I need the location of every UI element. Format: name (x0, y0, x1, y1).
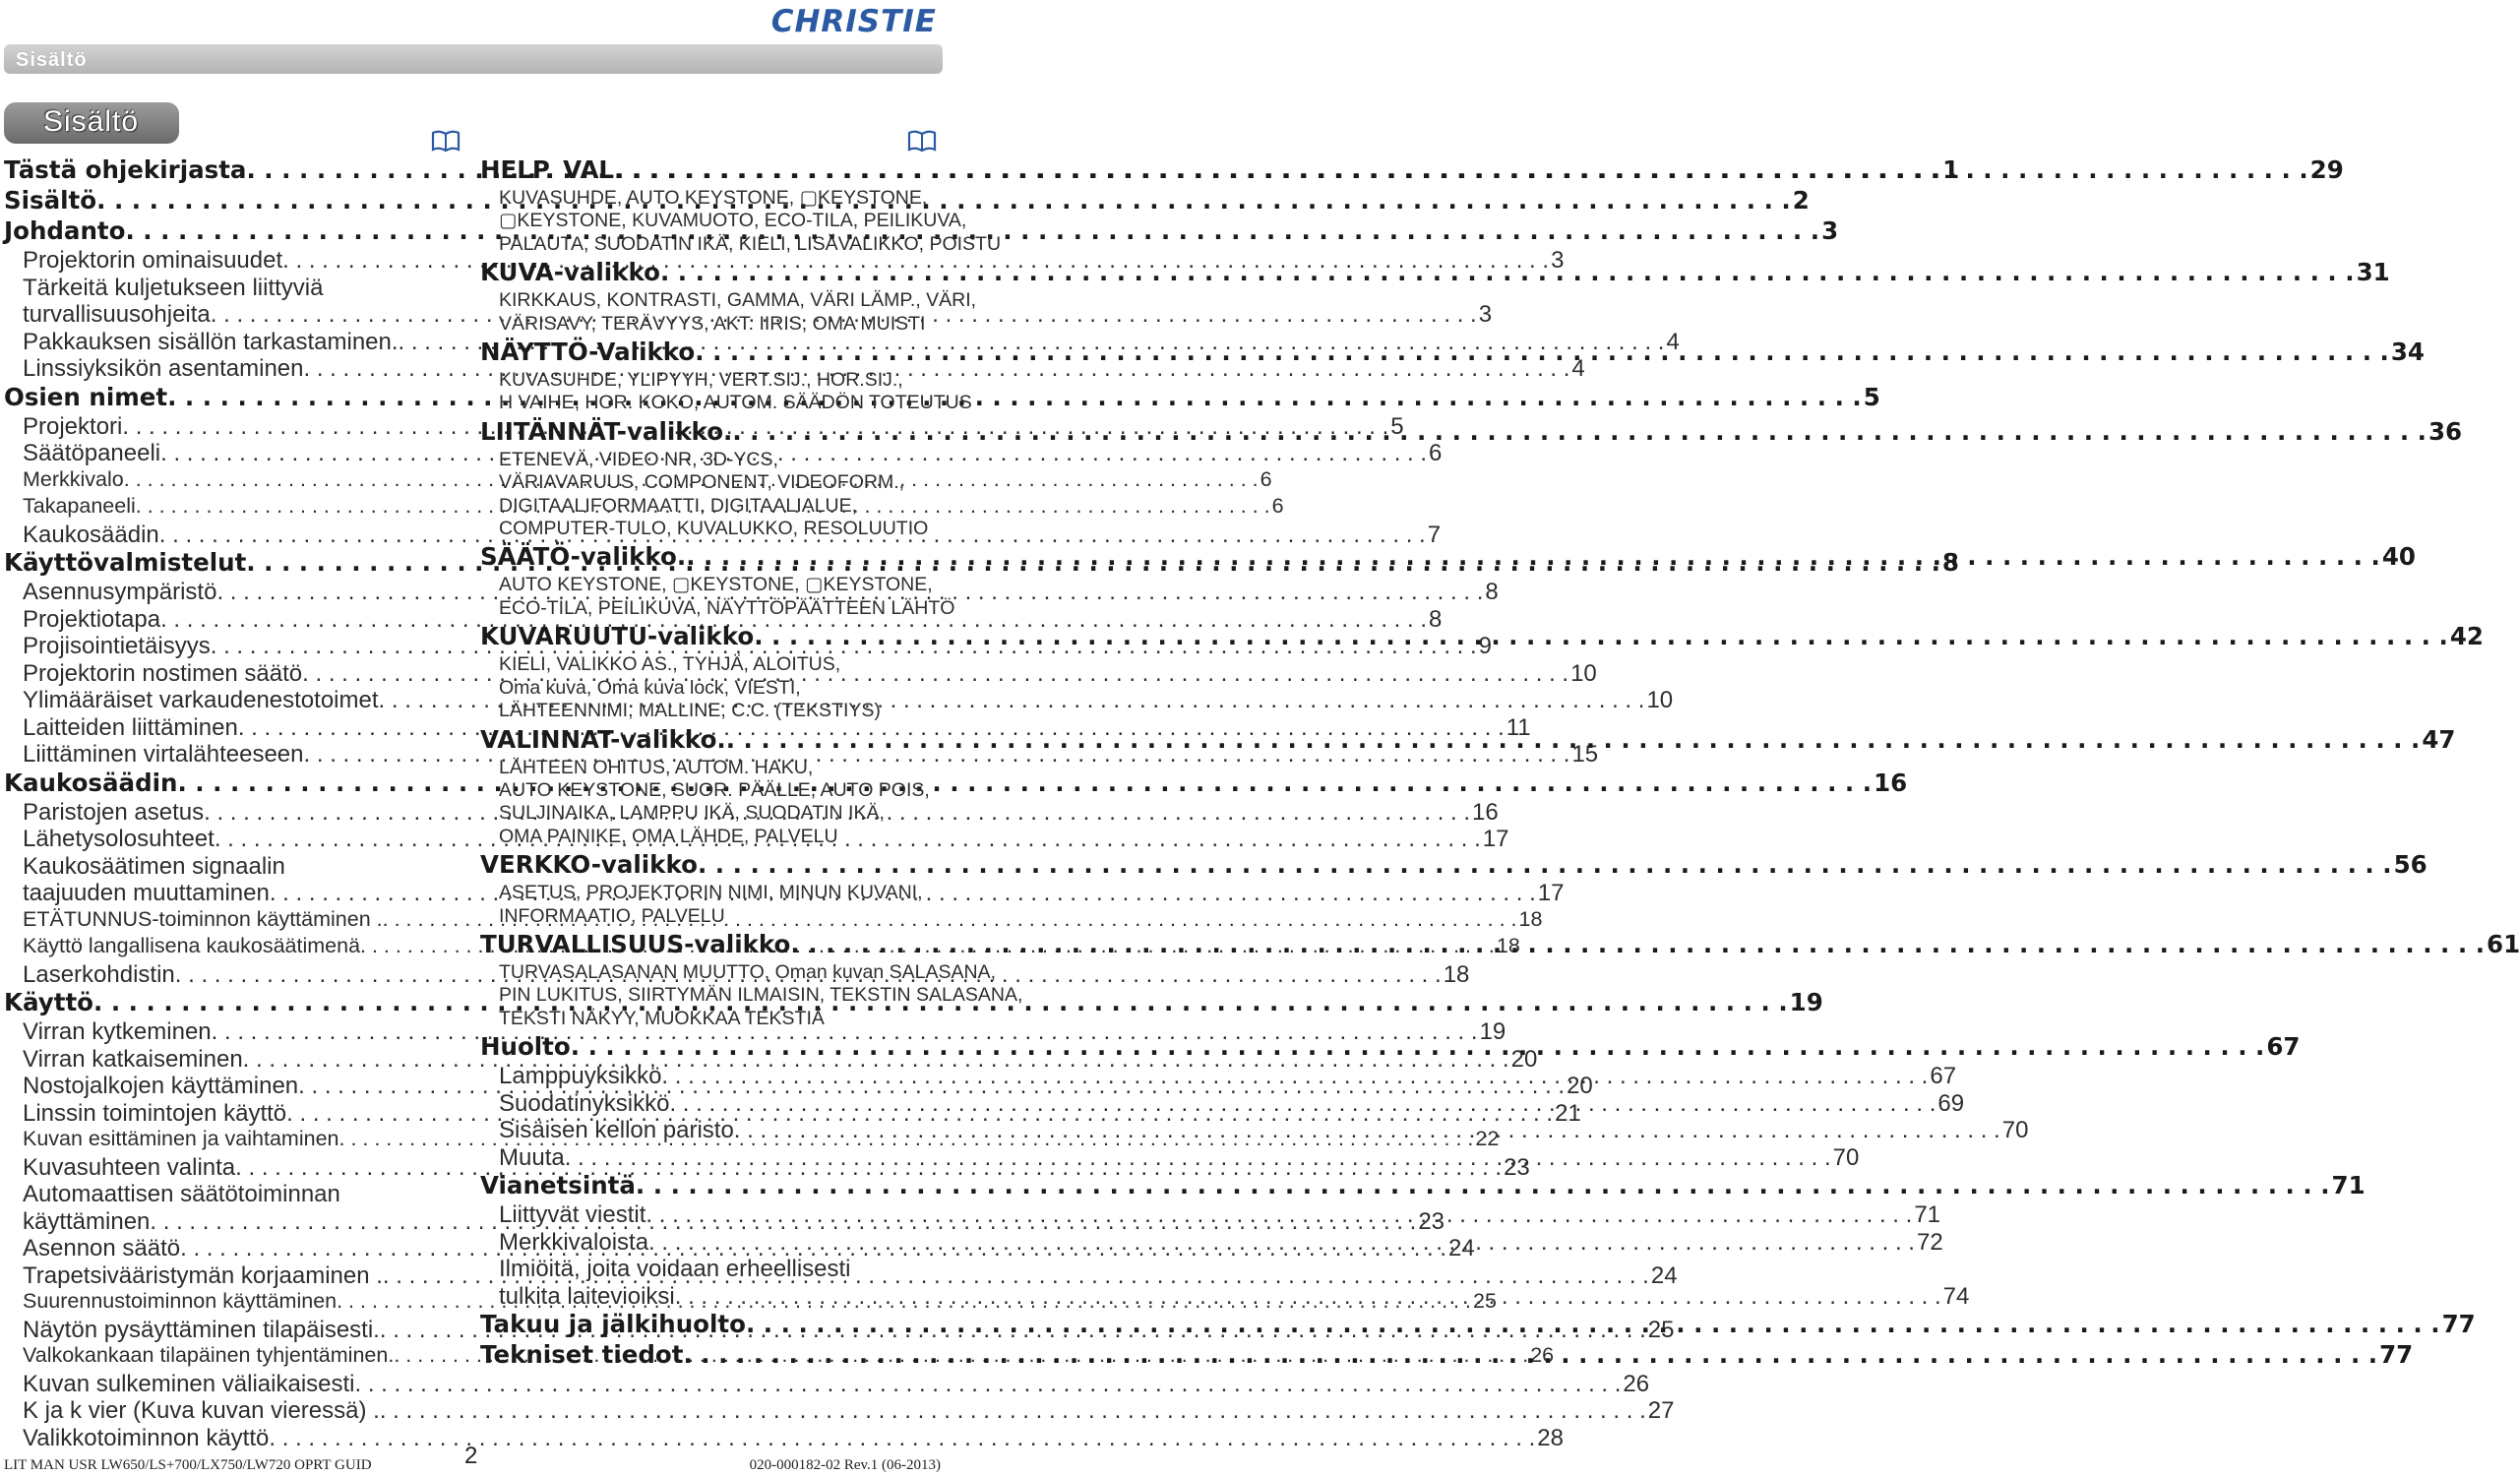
toc-page-number: 3 (1478, 301, 1493, 328)
toc-entry-label: Takapaneeli (23, 494, 136, 518)
toc-entry-label: Tekniset tiedot (480, 1340, 684, 1370)
toc-page-number: 24 (1650, 1261, 1678, 1289)
toc-page-number: 29 (2309, 155, 2344, 184)
toc-page-number: 36 (2428, 416, 2463, 446)
book-icon (431, 130, 461, 152)
toc-entry-label: ETÄTUNNUS-toiminnon käyttäminen . (23, 906, 383, 931)
toc-entry-label: Projisointietäisyys (23, 633, 211, 659)
toc-page-number: 10 (1646, 687, 1674, 713)
toc-page-number: 18 (1496, 934, 1520, 957)
toc-entry-label: Merkkivalo (23, 466, 124, 491)
toc-page-number: 25 (1647, 1316, 1675, 1343)
menu-items-line: DIGITAALIFORMAATTI, DIGITAALIALUE, (499, 494, 858, 517)
toc-entry-label: Merkkivaloista (499, 1228, 649, 1256)
toc-entry-label: Laserkohdistin (23, 960, 175, 988)
toc-dot-leader (754, 622, 2448, 650)
toc-page-number: 72 (1916, 1228, 1943, 1256)
menu-items-list (480, 573, 955, 622)
menu-items-list (480, 288, 977, 338)
toc-section-entry[interactable] (480, 850, 2428, 881)
toc-entry-label: Nostojalkojen käyttäminen (23, 1073, 299, 1099)
toc-dot-leader (746, 1310, 2440, 1338)
footer-doc-code: LIT MAN USR LW650/LS+700/LX750/LW720 OPRT GUID (4, 1457, 372, 1473)
toc-entry-label: Linssiyksikön asentaminen (23, 355, 304, 382)
menu-items-line: TURVASALASANAN MUUTTO, Oman kuvan SALASANA, (499, 960, 996, 983)
toc-page-number: 34 (2390, 338, 2425, 367)
toc-subsection-entry[interactable] (4, 1370, 1650, 1398)
menu-items-line: TEKSTI NÄKYY, MUOKKAA TEKSTIÄ (499, 1007, 825, 1029)
toc-section-entry[interactable] (480, 542, 2416, 573)
menu-items-line: KIRKKAUS, KONTRASTI, GAMMA, VÄRI LÄMP., VÄRI, (499, 289, 977, 312)
toc-page-number: 42 (2449, 622, 2484, 651)
toc-dot-leader (645, 1201, 1912, 1229)
toc-page-number: 25 (1472, 1289, 1497, 1313)
toc-page-number: 40 (2381, 542, 2416, 572)
toc-subsection-entry[interactable] (4, 1181, 466, 1208)
toc-page-number: 70 (1832, 1143, 1860, 1171)
toc-page-number: 67 (1930, 1063, 1957, 1090)
toc-dot-leader (648, 1229, 1915, 1257)
toc-entry-label: Virran katkaiseminen (23, 1045, 243, 1073)
toc-page-number: 11 (1506, 713, 1531, 741)
toc-page-number: 28 (1537, 1424, 1564, 1451)
toc-entry-label: Kuvasuhteen valinta (23, 1153, 236, 1181)
toc-entry-label: Kuvan sulkeminen väliaikaisesti (23, 1370, 355, 1397)
toc-entry-label: Suurennustoiminnon käyttäminen (23, 1289, 338, 1313)
toc-page-number: 7 (1427, 521, 1442, 548)
toc-section-entry[interactable] (480, 155, 2344, 186)
toc-entry-label: käyttäminen (23, 1207, 151, 1235)
toc-page-number: 27 (1647, 1397, 1675, 1424)
toc-entry-label: Virran kytkeminen (23, 1018, 212, 1045)
toc-entry-label: Osien nimet (4, 382, 168, 411)
toc-page-number: 23 (1418, 1207, 1445, 1235)
toc-page-number: 17 (1482, 826, 1509, 852)
toc-subsection-entry[interactable] (4, 1397, 1675, 1425)
toc-page-number: 77 (2441, 1310, 2476, 1339)
toc-dot-leader (660, 258, 2355, 286)
toc-page-number: 47 (2422, 724, 2456, 754)
header-title: Sisältö (16, 49, 88, 71)
menu-items-line: AUTO KEYSTONE, ▢KEYSTONE, ▢KEYSTONE, (499, 574, 933, 596)
toc-page-number: 31 (2356, 258, 2390, 287)
toc-dot-leader (698, 850, 2392, 879)
toc-entry-label: K ja k vier (Kuva kuvan vieressä) . (23, 1397, 380, 1424)
toc-entry-label: LIITÄNNÄT-valikko. (480, 416, 733, 446)
toc-page-number: 22 (1475, 1127, 1500, 1150)
toc-entry-label: Linssin toimintojen käyttö (23, 1099, 287, 1127)
toc-dot-leader (683, 1340, 2377, 1369)
toc-entry-label: Käyttö langallisena kaukosäätimenä (23, 934, 361, 957)
menu-items-line: H VAIHE, HOR. KOKO, AUTOM. SÄÄDÖN TOTEUTUS (499, 392, 972, 414)
toc-dot-leader (269, 1425, 1535, 1452)
menu-items-line: ETENEVÄ, VIDEO NR, 3D-YCS, (499, 448, 778, 470)
toc-entry-label: Paristojen asetus (23, 798, 205, 826)
toc-entry-label: VALINNAT-valikko. (480, 724, 726, 754)
menu-items-line: COMPUTER-TULO, KUVALUKKO, RESOLUUTIO (499, 518, 929, 540)
menu-items-line: KUVASUHDE, YLIPYYH, VERT.SIJ., HOR.SIJ., (499, 369, 903, 392)
page-number: 2 (464, 1443, 478, 1469)
toc-entry-label: Tärkeitä kuljetukseen liittyviä (23, 274, 324, 301)
toc-page-number: 6 (1271, 494, 1284, 518)
toc-page-number: 1 (1942, 155, 1960, 184)
toc-dot-leader (614, 155, 2308, 184)
toc-dot-leader (695, 338, 2389, 366)
toc-dot-leader (734, 1117, 2000, 1144)
toc-dot-leader (726, 725, 2421, 754)
toc-page-number: 26 (1623, 1370, 1650, 1397)
toc-dot-leader (790, 930, 2485, 958)
toc-entry-label: Kaukosäätimen signaalin (23, 852, 285, 880)
toc-page-number: 61 (2487, 929, 2520, 958)
toc-entry-label: turvallisuusohjeita (23, 301, 211, 328)
toc-section-entry[interactable] (480, 622, 2484, 652)
toc-subsection-entry[interactable] (4, 1424, 1564, 1452)
toc-entry-label: Kuvan esittäminen ja vaihtaminen (23, 1127, 339, 1150)
toc-page-number: 8 (1941, 548, 1959, 577)
toc-page-number: 17 (1537, 880, 1565, 906)
toc-section-entry[interactable] (480, 338, 2425, 368)
footer-revision: 020-000182-02 Rev.1 (06-2013) (749, 1457, 941, 1473)
menu-items-line: VÄRISAVY, TERÄVYYS, AKT. IIRIS, OMA MUISTI (499, 312, 926, 335)
toc-entry-label: Näytön pysäyttäminen tilapäisesti. (23, 1316, 380, 1343)
toc-entry-label: Asennusympäristö (23, 579, 217, 605)
toc-page-number: 4 (1571, 355, 1585, 382)
toc-page-number: 24 (1448, 1235, 1475, 1261)
toc-entry-label: Käyttövalmistelut (4, 548, 247, 577)
toc-page-number: 19 (1789, 988, 1823, 1016)
toc-dot-leader (380, 1397, 1646, 1425)
toc-entry-label: TURVALLISUUS-valikko (480, 929, 791, 958)
book-icon (907, 130, 937, 152)
toc-entry-label: Tästä ohjekirjasta (4, 155, 247, 184)
toc-page-number: 71 (1914, 1201, 1941, 1229)
toc-entry-label: Liittäminen virtalähteeseen (23, 741, 304, 768)
toc-page-number: 3 (1551, 247, 1565, 274)
toc-entry-label: Lähetysolosuhteet (23, 826, 215, 852)
menu-items-line: AUTO KEYSTONE, SUOR. PÄÄLLE, AUTO POIS, (499, 778, 930, 801)
toc-page-number: 16 (1874, 768, 1908, 797)
menu-items-list (480, 186, 1002, 258)
toc-page-number: 26 (1530, 1343, 1555, 1367)
header-bar (4, 44, 943, 74)
toc-dot-leader (675, 1283, 1941, 1311)
toc-entry-label: VERKKO-valikko (480, 850, 698, 880)
toc-entry-label: Vianetsintä (480, 1171, 636, 1200)
toc-entry-label: Trapetsivääristymän korjaaminen . (23, 1261, 383, 1289)
toc-section-entry[interactable] (480, 416, 2463, 448)
menu-items-line: KUVASUHDE, AUTO KEYSTONE, ▢KEYSTONE, (499, 187, 928, 209)
menu-items-line: PIN LUKITUS, SIIRTYMÄN ILMAISIN, TEKSTIN SALASANA, (499, 984, 1023, 1007)
toc-page-number: 71 (2331, 1171, 2366, 1200)
toc-subsection-entry[interactable] (4, 275, 466, 302)
toc-entry-label: Projektorin nostimen säätö (23, 659, 303, 687)
toc-entry-label: Asennon säätö (23, 1235, 181, 1261)
menu-items-list (480, 368, 972, 417)
toc-page-number: 15 (1571, 741, 1599, 768)
menu-items-line: ASETUS, PROJEKTORIN NIMI, MINUN KUVANI, (499, 882, 923, 904)
toc-entry-label: Käyttö (4, 988, 93, 1016)
toc-dot-leader (636, 1171, 2330, 1199)
toc-entry-label: Kaukosäädin (4, 768, 178, 797)
toc-page-number: 6 (1429, 440, 1443, 466)
toc-page-number: 20 (1510, 1045, 1538, 1073)
toc-dot-leader (355, 1371, 1622, 1398)
toc-page-number: 8 (1429, 605, 1443, 633)
menu-items-list (480, 448, 943, 543)
menu-items-line: VÄRIAVARUUS, COMPONENT, VIDEOFORM., (499, 471, 905, 494)
toc-entry-label: Projektiotapa (23, 605, 161, 633)
toc-page-number: 6 (1260, 466, 1272, 491)
menu-items-line: ECO-TILA, PEILIKUVA, NÄYTTÖPÄÄTTEEN LÄHTÖ (499, 596, 955, 619)
toc-subsection-entry[interactable] (4, 853, 466, 881)
section-title-pill (4, 102, 179, 144)
toc-page-number: 19 (1479, 1018, 1506, 1045)
toc-dot-leader (167, 383, 1862, 411)
toc-page-number: 21 (1555, 1099, 1581, 1127)
toc-dot-leader (177, 769, 1872, 797)
menu-items-line: LÄHTEENNIMI, MALLINE, C.C. (TEKSTIYS) (499, 700, 881, 722)
toc-entry-label: Suodatinyksikkö (499, 1089, 670, 1117)
toc-page-number: 2 (1792, 186, 1810, 215)
section-title: Sisältö (43, 105, 140, 138)
menu-items-line: ▢KEYSTONE, KUVAMUOTO, ECO-TILA, PEILIKUVA, (499, 210, 967, 232)
menu-items-line: LÄHTEEN OHITUS, AUTOM. HAKU, (499, 756, 814, 778)
toc-entry-label: tulkita laitevioiksi (499, 1282, 675, 1310)
toc-subsection-entry[interactable] (480, 1256, 943, 1283)
toc-entry-label: Ylimääräiset varkaudenestotoimet (23, 687, 379, 713)
toc-page-number: 3 (1821, 216, 1839, 245)
toc-dot-leader (661, 1063, 1928, 1090)
toc-entry-label: Muuta (499, 1143, 565, 1171)
toc-entry-label: Kaukosäädin (23, 521, 159, 548)
toc-dot-leader (571, 1032, 2265, 1061)
toc-entry-label: Liittyvät viestit (499, 1201, 646, 1229)
toc-entry-label: Valikkotoiminnon käyttö (23, 1424, 270, 1451)
toc-entry-label: Pakkauksen sisällön tarkastaminen. (23, 328, 399, 355)
toc-page-number: 4 (1666, 328, 1680, 355)
toc-entry-label: taajuuden muuttaminen (23, 880, 270, 906)
toc-dot-leader (565, 1144, 1831, 1172)
menu-items-list (480, 960, 1023, 1032)
toc-page-number: 18 (1443, 960, 1470, 988)
toc-entry-label: Huolto (480, 1032, 571, 1062)
toc-entry-label: Johdanto (4, 216, 126, 245)
toc-dot-leader (686, 542, 2380, 571)
toc-page-number: 69 (1937, 1089, 1965, 1117)
toc-entry-label: Sisältö (4, 186, 97, 215)
toc-page-number: 23 (1504, 1153, 1530, 1181)
menu-items-line: INFORMAATIO, PALVELU (499, 904, 725, 927)
menu-items-line: KIELI, VALIKKO AS., TYHJÄ, ALOITUS, (499, 653, 841, 676)
toc-page-number: 70 (2001, 1117, 2029, 1144)
toc-entry-label: Ilmiöitä, joita voidaan erheellisesti (499, 1256, 851, 1283)
toc-page-number: 67 (2266, 1032, 2301, 1062)
toc-page-number: 77 (2379, 1340, 2414, 1370)
toc-entry-label: Projektori (23, 412, 123, 440)
toc-entry-label: SÄÄTÖ-valikko. (480, 542, 687, 572)
menu-items-list (480, 652, 943, 724)
toc-entry-label: Automaattisen säätötoiminnan (23, 1181, 340, 1207)
toc-section-entry[interactable] (480, 1171, 2366, 1201)
menu-items-line: SULJINAIKA, LAMPPU IKÄ, SUODATIN IKÄ, (499, 802, 885, 825)
toc-entry-label: Takuu ja jälkihuolto (480, 1310, 746, 1339)
toc-page-number: 5 (1390, 412, 1404, 440)
toc-page-number: 20 (1567, 1073, 1593, 1099)
menu-items-line: PALAUTA, SUODATIN IKÄ, KIELI, LISÄVALIKKO, POISTU (499, 232, 1002, 255)
menu-items-list (480, 881, 943, 930)
toc-page-number: 5 (1863, 382, 1880, 411)
toc-page-number: 74 (1942, 1282, 1970, 1310)
menu-items-line: OMA PAINIKE, OMA LÄHDE, PALVELU (499, 825, 838, 847)
toc-section-entry[interactable] (480, 258, 2390, 288)
toc-entry-label: Projektorin ominaisuudet (23, 247, 283, 274)
toc-page-number: 16 (1472, 798, 1499, 826)
toc-entry-label: Säätöpaneeli (23, 440, 161, 466)
toc-page-number: 8 (1485, 579, 1499, 605)
toc-entry-label: HELP. VAL (480, 155, 615, 184)
menu-items-list (480, 756, 943, 851)
toc-entry-label: Lamppuyksikkö (499, 1063, 662, 1090)
toc-entry-label: KUVARUUTU-valikko (480, 622, 755, 651)
toc-entry-label: Laitteiden liittäminen (23, 713, 238, 741)
toc-page-number: 9 (1478, 633, 1493, 659)
menu-items-line: Oma kuva, Oma kuva lock, VIESTI, (499, 676, 801, 699)
toc-page-number: 18 (1518, 906, 1543, 931)
christie-logo: CHRISTIE (770, 4, 937, 39)
toc-page-number: 56 (2393, 850, 2428, 880)
toc-entry-label: Sisäisen kellon paristo (499, 1117, 734, 1144)
toc-dot-leader (732, 417, 2427, 446)
toc-entry-label: KUVA-valikko (480, 258, 660, 287)
toc-entry-label: Valkokankaan tilapäinen tyhjentäminen. (23, 1343, 395, 1367)
toc-entry-label: NÄYTTÖ-Valikko (480, 338, 696, 367)
toc-page-number: 10 (1570, 659, 1597, 687)
toc-dot-leader (669, 1090, 1936, 1118)
